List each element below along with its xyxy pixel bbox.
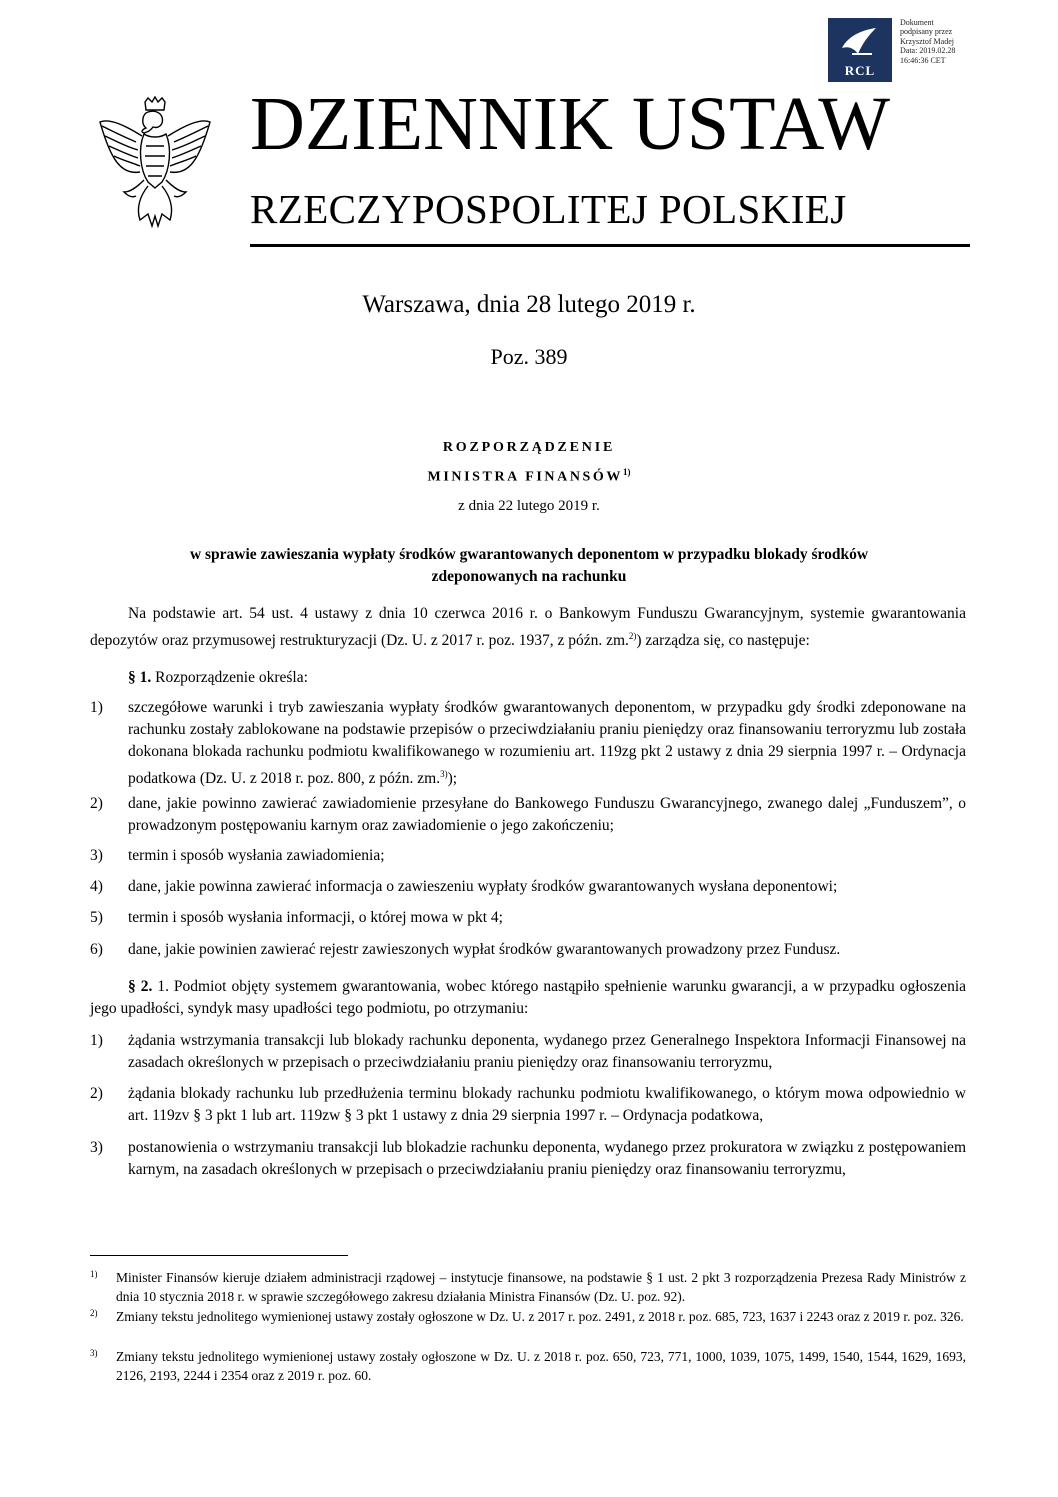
list-item-number: 5) — [90, 909, 103, 926]
footnote-ref: 1) — [623, 467, 631, 477]
journal-title: DZIENNIK USTAW — [250, 82, 891, 166]
list-item-text: dane, jakie powinno zawierać zawiadomienie przesyłane do Bankowego Funduszu Gwarancyjnego, zwanego dalej „Funduszem”, o prowadzonym postępowaniu karnym oraz zawiadomienie o jego zakończeniu; — [128, 795, 966, 834]
intro-text: Na podstawie art. 54 ust. 4 ustawy z dnia 10 czerwca 2016 r. o Bankowym Funduszu Gwarancyjnym, systemie gwarantowania depozytów oraz przymusowej restrukturyzacji (Dz. U. z 2017 r. poz. 1937, z późn. zm. — [90, 605, 966, 650]
footnote-text: Minister Finansów kieruje działem administracji rządowej – instytucje finansowe, na podstawie § 1 ust. 2 pkt 3 rozporządzenia Prezesa Rady Ministrów z dnia 10 stycznia 2018 r. w sprawie szczegółowego zakresu działania Ministra Finansów (Dz. U. poz. 92). — [116, 1270, 966, 1304]
paragraph-2-heading — [90, 976, 966, 1020]
list-item-number: 4) — [90, 878, 103, 895]
signature-line: 16:46:36 CET — [900, 55, 946, 65]
rcl-logo-text: RCL — [844, 63, 876, 78]
act-type: ROZPORZĄDZENIE — [442, 440, 616, 455]
list-item — [90, 876, 966, 898]
footnote-ref: 2) — [628, 631, 637, 641]
rcl-emblem-icon — [828, 18, 892, 66]
list-item-text: żądania blokady rachunku lub przedłużenia terminu blokady rachunku podmiotu kwalifikowanego, o którym mowa odpowiednio w art. 119zv § 3 pkt 1 lub art. 119zw § 3 pkt 1 ustawy z dnia 29 sierpnia 1997 r. – Ordynacja podatkowa, — [128, 1085, 966, 1124]
list-item-text-tail: ); — [447, 770, 458, 788]
list-item-number: 3) — [90, 1139, 103, 1156]
paragraph-1-label: § 1. — [128, 669, 152, 686]
list-item-text: dane, jakie powinna zawierać informacja o zawieszeniu wypłaty środków gwarantowanych wysłana deponentowi; — [128, 878, 838, 895]
list-item-number: 2) — [90, 1085, 103, 1102]
footnote-text: Zmiany tekstu jednolitego wymienionej ustawy zostały ogłoszone w Dz. U. z 2017 r. poz. 2491, z 2018 r. poz. 685, 723, 1637 i 2243 oraz z 2019 r. poz. 326. — [116, 1309, 964, 1324]
paragraph-2-label: § 2. — [128, 978, 153, 995]
footnote — [90, 1307, 966, 1326]
digital-signature-stamp — [900, 18, 980, 65]
list-item — [90, 1083, 966, 1127]
list-item — [90, 939, 966, 961]
intro-text-tail: ) zarządza się, co następuje: — [636, 632, 810, 650]
list-item — [90, 907, 966, 929]
list-item — [90, 1137, 966, 1181]
list-item-text: termin i sposób wysłania zawiadomienia; — [128, 847, 385, 864]
issue-place-date: Warszawa, dnia 28 lutego 2019 r. — [362, 291, 696, 318]
paragraph-1-text: Rozporządzenie określa: — [151, 669, 308, 686]
list-item-text: dane, jakie powinien zawierać rejestr zawieszonych wypłat środków gwarantowanych prowadzony przez Fundusz. — [128, 941, 841, 958]
journal-subtitle: RZECZYPOSPOLITEJ POLSKIEJ — [250, 186, 847, 232]
legal-basis-paragraph — [90, 603, 966, 652]
act-date: z dnia 22 lutego 2019 r. — [458, 498, 600, 514]
list-item-number: 6) — [90, 941, 103, 958]
list-item — [90, 845, 966, 867]
footnote-number: 2) — [90, 1308, 98, 1318]
list-item-text — [128, 697, 966, 790]
list-item-text: postanowienia o wstrzymaniu transakcji lub blokadzie rachunku deponenta, wydanego przez prokuratora w związku z postępowaniem karnym, na zasadach określonych w przepisach o przeciwdziałaniu praniu pieniędzy oraz finansowaniu terroryzmu, — [128, 1139, 966, 1178]
footnote-rule — [90, 1255, 348, 1256]
act-organ — [0, 467, 1058, 486]
footnote-number: 1) — [90, 1269, 98, 1279]
list-item — [90, 697, 966, 790]
paragraph-1-heading — [90, 667, 966, 689]
footnote — [90, 1268, 966, 1306]
list-item-text: termin i sposób wysłania informacji, o której mowa w pkt 4; — [128, 909, 503, 926]
act-subject: w sprawie zawieszania wypłaty środków gwarantowanych deponentom w przypadku blokady środków zdeponowanych na rachunku — [189, 546, 869, 585]
list-item-number: 2) — [90, 795, 103, 812]
polish-eagle-emblem-icon — [96, 96, 214, 232]
footnote — [90, 1347, 966, 1385]
list-item-number: 3) — [90, 847, 103, 864]
rcl-logo — [828, 18, 892, 82]
list-item — [90, 1030, 966, 1074]
list-item-text-main: szczegółowe warunki i tryb zawieszania wypłaty środków gwarantowanych deponentom, w przypadku gdy środki zdeponowane na rachunku zostały zablokowane na podstawie przepisów o przeciwdziałaniu praniu pieniędzy oraz finansowaniu terroryzmu lub została dokonana blokada rachunku podmiotu kwalifikowanego w rozumieniu art. 119zg pkt 2 ustawy z dnia 29 sierpnia 1997 r. – Ordynacja podatkowa (Dz. U. z 2018 r. poz. 800, z późn. zm. — [128, 699, 966, 788]
signature-line: Data: 2019.02.28 — [900, 46, 956, 56]
signature-line: podpisany przez — [900, 27, 953, 37]
header-rule — [250, 244, 970, 247]
issue-position: Poz. 389 — [490, 344, 568, 369]
list-item-number: 1) — [90, 699, 103, 716]
paragraph-2-text: 1. Podmiot objęty systemem gwarantowania, wobec którego nastąpiło spełnienie warunku gwarancji, a w przypadku ogłoszenia jego upadłości, syndyk masy upadłości tego podmiotu, po otrzymaniu: — [90, 978, 966, 1017]
list-item-number: 1) — [90, 1032, 103, 1049]
signature-line: Krzysztof Madej — [900, 36, 954, 46]
signature-line: Dokument — [900, 18, 934, 27]
act-organ-text: MINISTRA FINANSÓW — [427, 469, 623, 485]
footnote-ref: 3) — [440, 769, 448, 779]
list-item-text: żądania wstrzymania transakcji lub blokady rachunku deponenta, wydanego przez Generalnego Inspektora Informacji Finansowej na zasadach określonych w przepisach o przeciwdziałaniu praniu pieniędzy oraz finansowaniu terroryzmu, — [128, 1032, 966, 1071]
footnote-text: Zmiany tekstu jednolitego wymienionej ustawy zostały ogłoszone w Dz. U. z 2018 r. poz. 650, 723, 771, 1000, 1039, 1075, 1499, 1540, 1544, 1629, 1693, 2126, 2193, 2244 i 2354 oraz z 2019 r. poz. 60. — [116, 1349, 966, 1383]
footnote-number: 3) — [90, 1348, 98, 1358]
list-item — [90, 793, 966, 837]
